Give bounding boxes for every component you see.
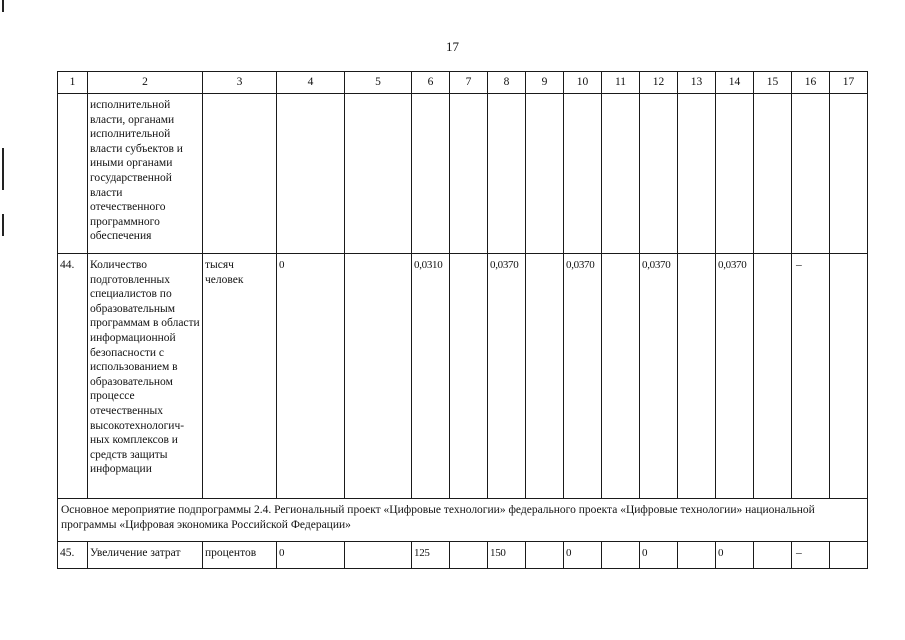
value-cell [830, 254, 868, 499]
value-cell: 125 [412, 542, 450, 569]
value-cell: 150 [488, 542, 526, 569]
scan-edge-mark [2, 214, 4, 236]
column-header: 6 [412, 72, 450, 94]
value-cell: 0,0370 [640, 254, 678, 499]
value-cell [602, 254, 640, 499]
value-cell [450, 94, 488, 254]
value-cell: 0,0310 [412, 254, 450, 499]
column-header: 14 [716, 72, 754, 94]
column-header: 12 [640, 72, 678, 94]
value-cell [678, 542, 716, 569]
column-header: 3 [203, 72, 277, 94]
unit-cell [203, 94, 277, 254]
column-header: 8 [488, 72, 526, 94]
scan-edge-mark [2, 0, 4, 12]
column-header: 2 [88, 72, 203, 94]
value-cell [792, 94, 830, 254]
value-cell: 0 [277, 254, 345, 499]
column-header: 16 [792, 72, 830, 94]
value-cell: – [792, 542, 830, 569]
indicator-name-cell: Количество подготовленных специалистов по образовательным программам в области информационной безопасности с использованием в образовательном процессе отечественных высокотехнологич-ных комплексов и средств защиты информации [88, 254, 203, 499]
table-row [58, 254, 868, 499]
value-cell: 0 [640, 542, 678, 569]
unit-cell: тысяч человек [203, 254, 277, 499]
column-header: 4 [277, 72, 345, 94]
column-header: 9 [526, 72, 564, 94]
value-cell [450, 254, 488, 499]
value-cell: 0 [277, 542, 345, 569]
value-cell [602, 94, 640, 254]
value-cell [488, 94, 526, 254]
table-row [58, 542, 868, 569]
value-cell: 0 [716, 542, 754, 569]
row-number-cell: 44. [58, 254, 88, 499]
column-header: 17 [830, 72, 868, 94]
table-row [58, 94, 868, 254]
indicator-name-cell: исполнительной власти, органами исполнительной власти субъектов и иными органами государственной власти отечественного программного обеспечения [88, 94, 203, 254]
indicator-name-cell: Увеличение затрат [88, 542, 203, 569]
section-heading: Основное мероприятие подпрограммы 2.4. Региональный проект «Цифровые технологии» федерального проекта «Цифровые технологии» национальной программы «Цифровая экономика Российской Федерации» [58, 499, 868, 542]
value-cell: 0,0370 [716, 254, 754, 499]
value-cell [678, 94, 716, 254]
value-cell [526, 94, 564, 254]
value-cell [277, 94, 345, 254]
column-header: 10 [564, 72, 602, 94]
indicators-table [57, 71, 868, 569]
row-number-cell [58, 94, 88, 254]
scan-edge-mark [2, 148, 4, 190]
column-number-row [58, 72, 868, 94]
row-number-cell: 45. [58, 542, 88, 569]
value-cell [830, 542, 868, 569]
value-cell: 0,0370 [488, 254, 526, 499]
value-cell [450, 542, 488, 569]
value-cell [345, 542, 412, 569]
column-header: 11 [602, 72, 640, 94]
column-header: 5 [345, 72, 412, 94]
value-cell [526, 254, 564, 499]
value-cell [830, 94, 868, 254]
column-header: 13 [678, 72, 716, 94]
column-header: 15 [754, 72, 792, 94]
value-cell [754, 542, 792, 569]
value-cell [345, 94, 412, 254]
value-cell: – [792, 254, 830, 499]
value-cell [678, 254, 716, 499]
value-cell: 0 [564, 542, 602, 569]
value-cell [602, 542, 640, 569]
value-cell [564, 94, 602, 254]
column-header: 1 [58, 72, 88, 94]
column-header: 7 [450, 72, 488, 94]
value-cell [640, 94, 678, 254]
value-cell [754, 94, 792, 254]
unit-cell: процентов [203, 542, 277, 569]
value-cell [526, 542, 564, 569]
value-cell [716, 94, 754, 254]
value-cell: 0,0370 [564, 254, 602, 499]
page-number: 17 [446, 39, 459, 54]
value-cell [412, 94, 450, 254]
value-cell [754, 254, 792, 499]
value-cell [345, 254, 412, 499]
section-row [58, 499, 868, 542]
